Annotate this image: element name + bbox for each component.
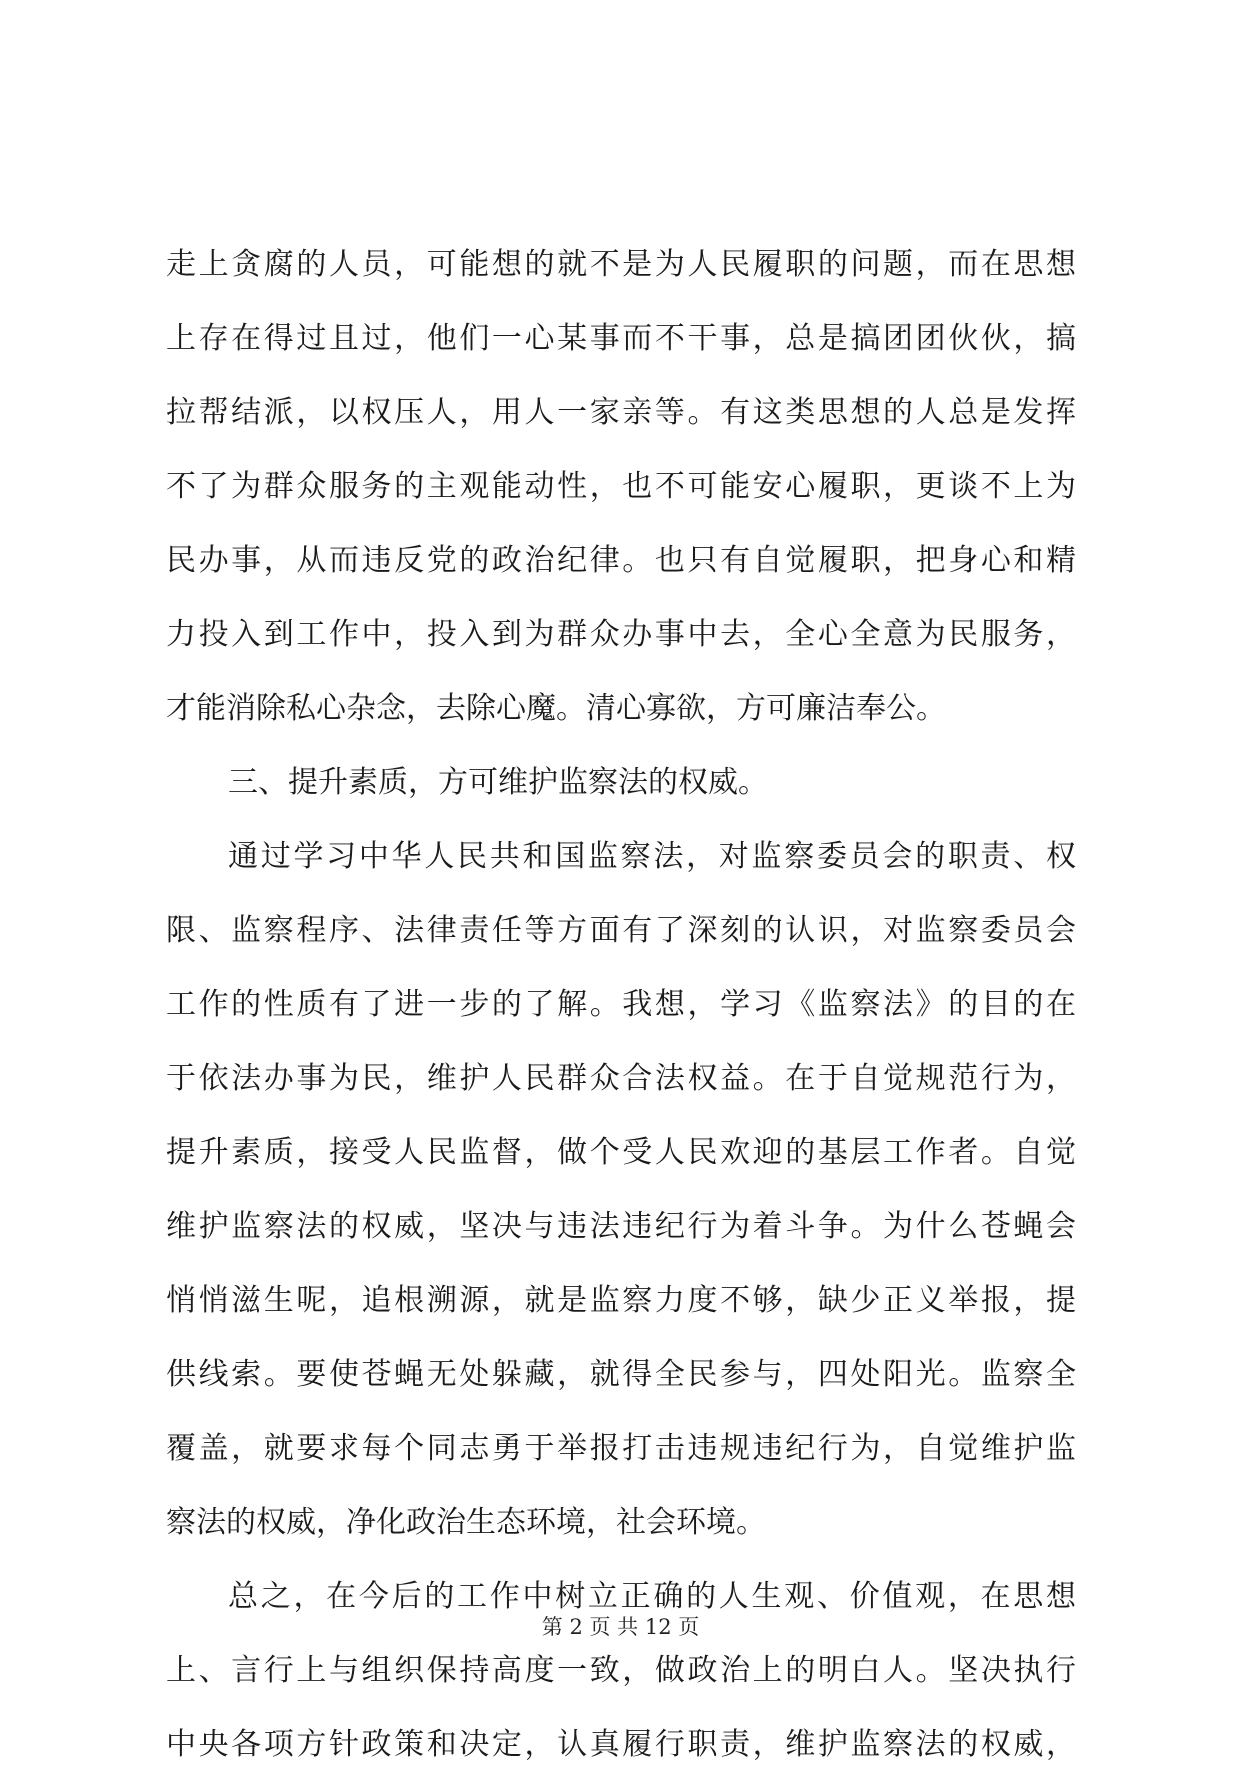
body-text	[166, 228, 1076, 1782]
text-line: 不了为群众服务的主观能动性，也不可能安心履职，更谈不上为	[166, 469, 1076, 504]
text-line: 供线索。要使苍蝇无处躲藏，就得全民参与，四处阳光。监察全	[166, 1357, 1076, 1392]
text-line: 民办事，从而违反党的政治纪律。也只有自觉履职，把身心和精	[166, 543, 1076, 578]
text-line: 工作的性质有了进一步的了解。我想，学习《监察法》的目的在	[166, 987, 1076, 1022]
text-line: 走上贪腐的人员，可能想的就不是为人民履职的问题，而在思想	[166, 247, 1076, 282]
text-line: 上存在得过且过，他们一心某事而不干事，总是搞团团伙伙，搞	[166, 321, 1076, 356]
section-heading: 三、提升素质，方可维护监察法的权威。	[228, 765, 768, 800]
page-footer: 第 2 页 共 12 页	[541, 1615, 700, 1639]
text-line: 维护监察法的权威，坚决与违法违纪行为着斗争。为什么苍蝇会	[166, 1209, 1076, 1244]
text-line: 限、监察程序、法律责任等方面有了深刻的认识，对监察委员会	[166, 913, 1076, 948]
text-line: 中央各项方针政策和决定，认真履行职责，维护监察法的权威，	[166, 1727, 1076, 1762]
text-line: 覆盖，就要求每个同志勇于举报打击违规违纪行为，自觉维护监	[166, 1431, 1076, 1466]
text-line: 于依法办事为民，维护人民群众合法权益。在于自觉规范行为，	[166, 1061, 1076, 1096]
text-line: 悄悄滋生呢，追根溯源，就是监察力度不够，缺少正义举报，提	[166, 1283, 1076, 1318]
text-line: 总之，在今后的工作中树立正确的人生观、价值观，在思想	[228, 1579, 1076, 1614]
text-line: 通过学习中华人民共和国监察法，对监察委员会的职责、权	[228, 839, 1076, 874]
text-line: 拉帮结派，以权压人，用人一家亲等。有这类思想的人总是发挥	[166, 395, 1076, 430]
text-line: 上、言行上与组织保持高度一致，做政治上的明白人。坚决执行	[166, 1653, 1076, 1688]
text-line: 力投入到工作中，投入到为群众办事中去，全心全意为民服务，	[166, 617, 1076, 652]
text-line: 提升素质，接受人民监督，做个受人民欢迎的基层工作者。自觉	[166, 1135, 1076, 1170]
text-line: 才能消除私心杂念，去除心魔。清心寡欲，方可廉洁奉公。	[166, 691, 946, 726]
text-line: 察法的权威，净化政治生态环境，社会环境。	[166, 1505, 766, 1540]
